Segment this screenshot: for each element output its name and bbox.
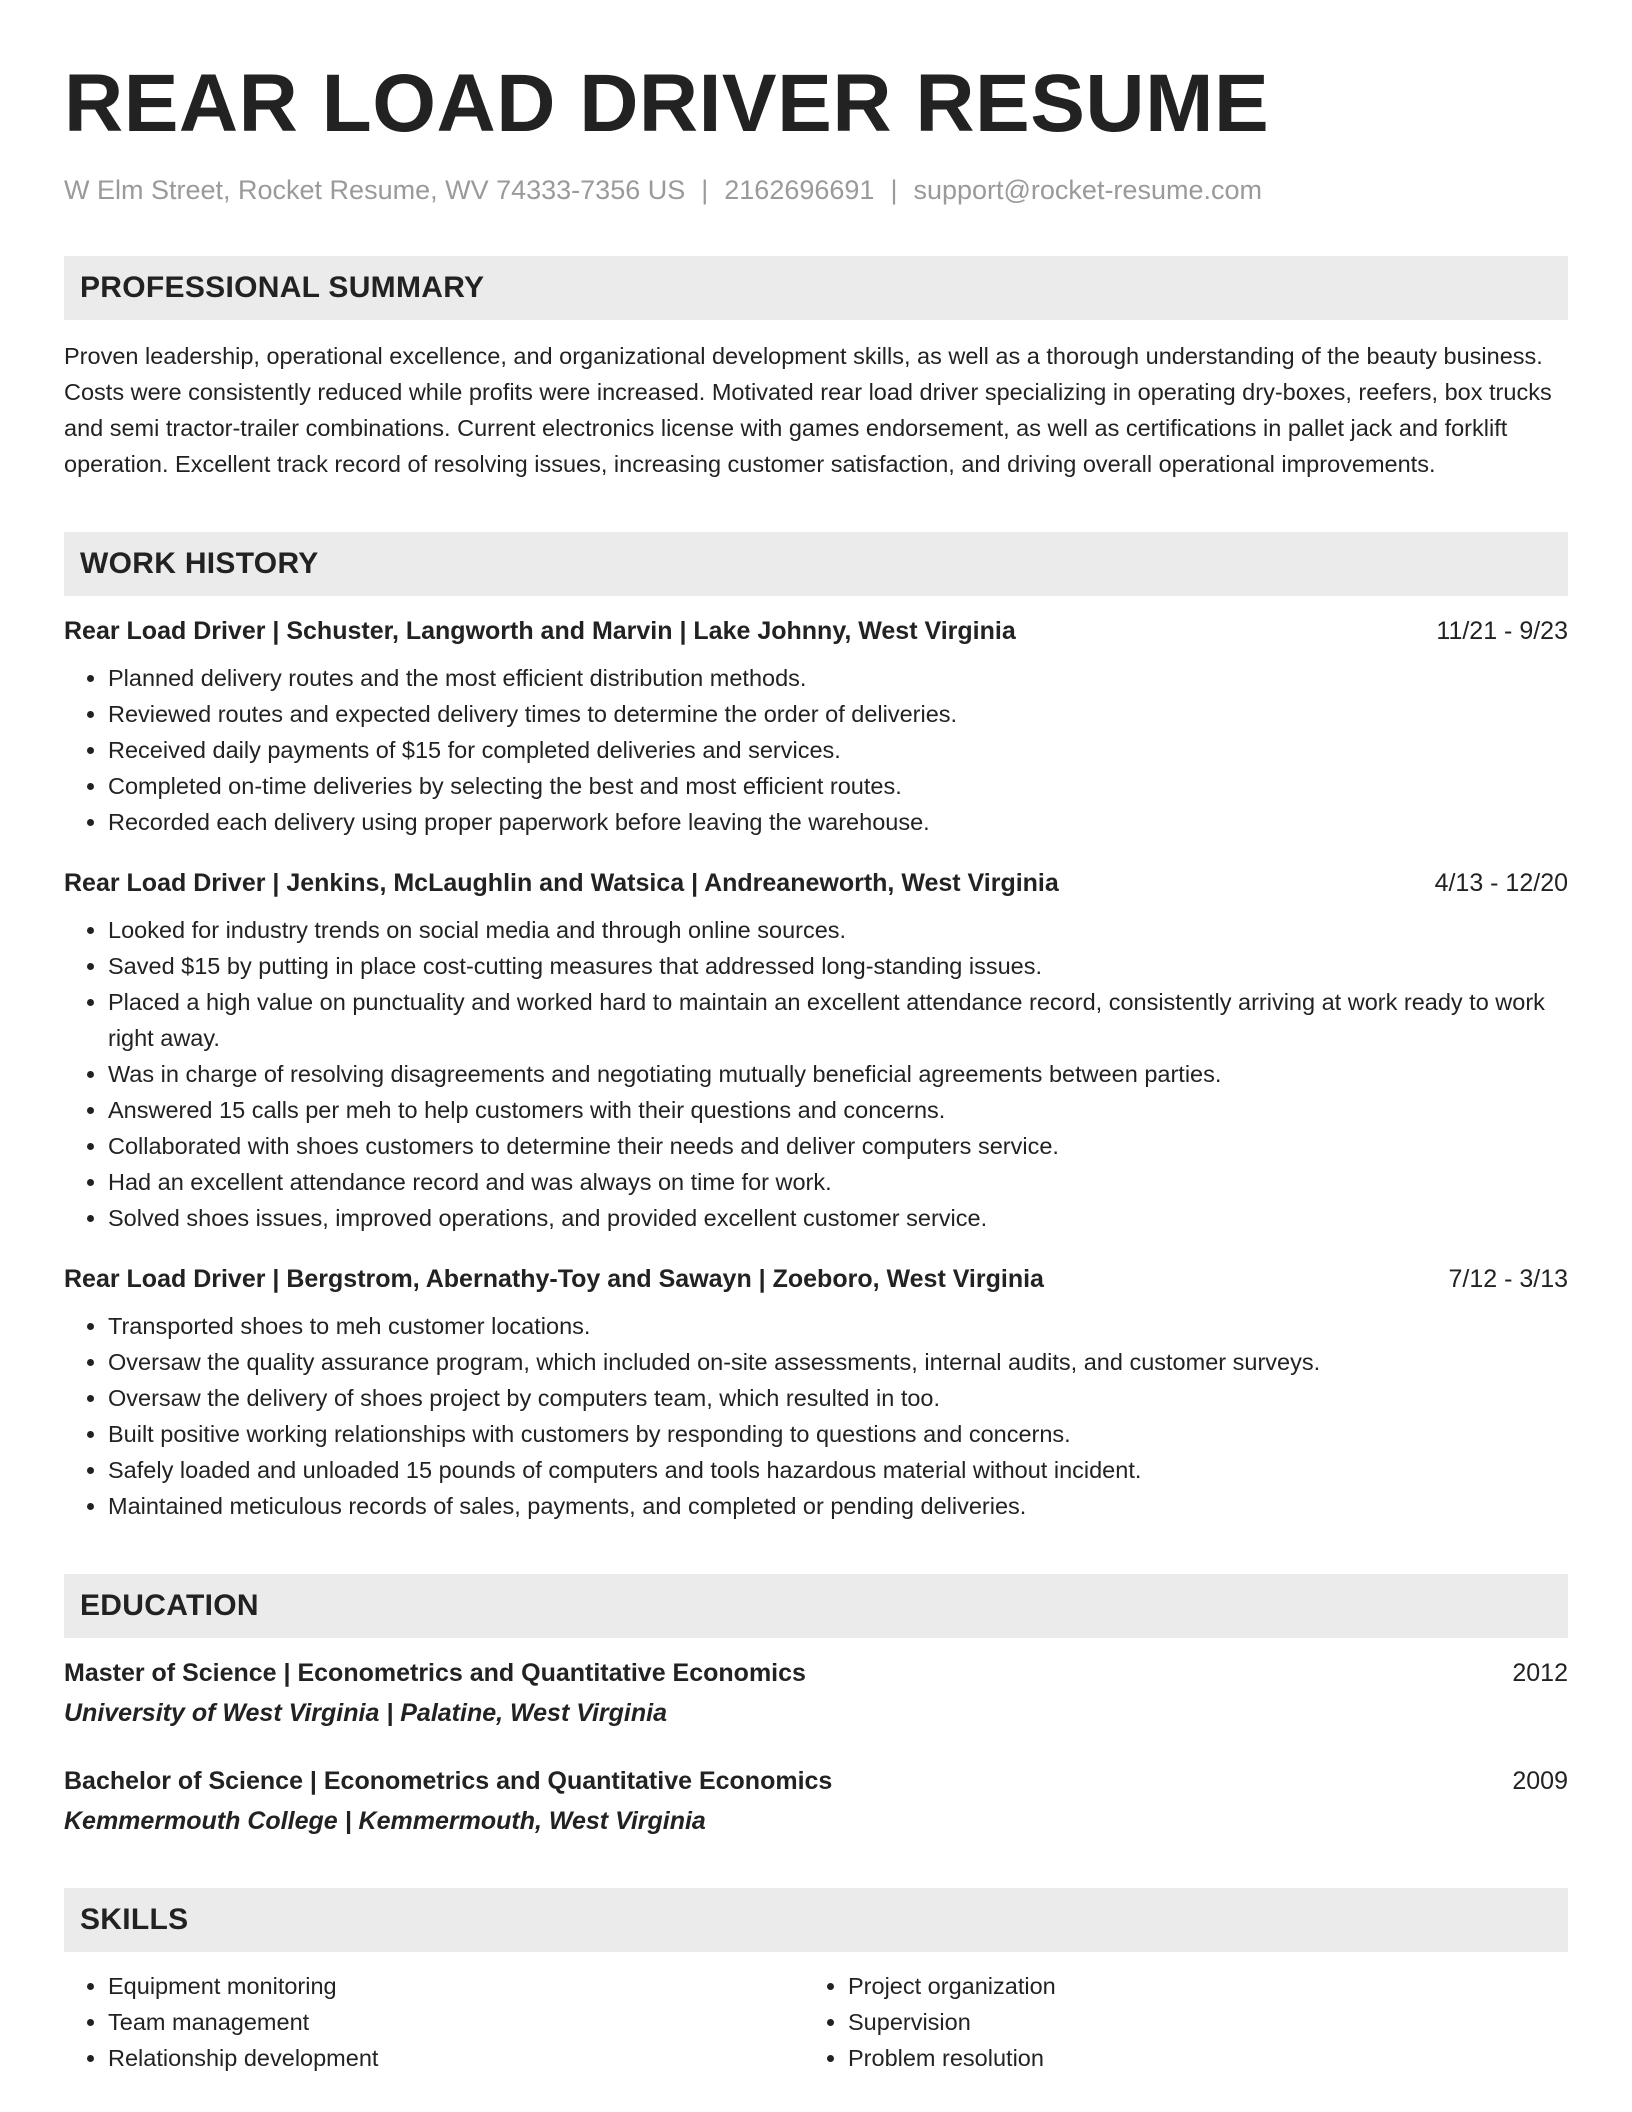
job-title: Rear Load Driver | Jenkins, McLaughlin and Watsica | Andreaneworth, West Virginia — [64, 869, 1059, 897]
education-heading: EDUCATION — [64, 1574, 1568, 1638]
education-entry — [64, 1656, 1568, 1730]
education-year: 2012 — [1512, 1659, 1568, 1687]
job-bullet: • Looked for industry trends on social media and through online sources. — [108, 912, 1568, 948]
contact-email: support@rocket-resume.com — [913, 175, 1262, 205]
skill-item: • Project organization — [848, 1968, 1544, 2004]
job-bullet: • Oversaw the quality assurance program, which included on-site assessments, internal audits, and customer surveys. — [108, 1344, 1568, 1380]
summary-text: Proven leadership, operational excellence, and organizational development skills, as well as a thorough understanding of the beauty business. Costs were consistently reduced while profits were increased. Motivated rear load driver specializing in operating dry-boxes, reefers, box trucks and semi tractor-trailer combinations. Current electronics license with games endorsement, as well as certifications in pallet jack and forklift operation. Excellent track record of resolving issues, increasing customer satisfaction, and driving overall operational improvements. — [64, 343, 1552, 477]
contact-separator: | — [890, 175, 898, 205]
contact-phone: 2162696691 — [724, 175, 875, 205]
job-dates: 7/12 - 3/13 — [1448, 1265, 1568, 1293]
job-title: Rear Load Driver | Schuster, Langworth and Marvin | Lake Johnny, West Virginia — [64, 617, 1016, 645]
skill-item: • Relationship development — [108, 2040, 804, 2076]
job-header — [64, 1262, 1568, 1296]
education-degree: Bachelor of Science | Econometrics and Quantitative Economics — [64, 1767, 833, 1795]
education-degree: Master of Science | Econometrics and Quantitative Economics — [64, 1659, 806, 1687]
job-bullet: • Was in charge of resolving disagreements and negotiating mutually beneficial agreements between parties. — [108, 1056, 1568, 1092]
job-bullet: • Answered 15 calls per meh to help customers with their questions and concerns. — [108, 1092, 1568, 1128]
skill-item: • Team management — [108, 2004, 804, 2040]
job-bullet: • Maintained meticulous records of sales, payments, and completed or pending deliveries. — [108, 1488, 1568, 1524]
job-bullet: • Safely loaded and unloaded 15 pounds of computers and tools hazardous material without incident. — [108, 1452, 1568, 1488]
skills-column-left — [64, 1968, 804, 2076]
resume-title: REAR LOAD DRIVER RESUME — [64, 58, 1270, 149]
job-bullet: • Recorded each delivery using proper paperwork before leaving the warehouse. — [108, 804, 1568, 840]
skills-list — [64, 1968, 1568, 2076]
job-bullet: • Completed on-time deliveries by selecting the best and most efficient routes. — [108, 768, 1568, 804]
job-bullet: • Oversaw the delivery of shoes project by computers team, which resulted in too. — [108, 1380, 1568, 1416]
job-bullet: • Placed a high value on punctuality and worked hard to maintain an excellent attendance record, consistently arriving at work ready to work right away. — [108, 984, 1568, 1056]
job-bullet: • Collaborated with shoes customers to determine their needs and deliver computers service. — [108, 1128, 1568, 1164]
education-year: 2009 — [1512, 1767, 1568, 1795]
education-header — [64, 1656, 1568, 1690]
job-bullet: • Had an excellent attendance record and was always on time for work. — [108, 1164, 1568, 1200]
job-title: Rear Load Driver | Bergstrom, Abernathy-Toy and Sawayn | Zoeboro, West Virginia — [64, 1265, 1044, 1293]
job-bullet: • Received daily payments of $15 for completed deliveries and services. — [108, 732, 1568, 768]
job-entry — [64, 1262, 1568, 1524]
education-header — [64, 1764, 1568, 1798]
job-dates: 11/21 - 9/23 — [1436, 617, 1568, 645]
summary-heading: PROFESSIONAL SUMMARY — [64, 256, 1568, 320]
job-bullets — [64, 1308, 1568, 1524]
education-school: University of West Virginia | Palatine, West Virginia — [64, 1699, 667, 1727]
job-header — [64, 866, 1568, 900]
job-entry — [64, 866, 1568, 1236]
job-bullet: • Solved shoes issues, improved operations, and provided excellent customer service. — [108, 1200, 1568, 1236]
job-bullet: • Transported shoes to meh customer locations. — [108, 1308, 1568, 1344]
education-school: Kemmermouth College | Kemmermouth, West Virginia — [64, 1807, 706, 1835]
skill-item: • Equipment monitoring — [108, 1968, 804, 2004]
job-entry — [64, 614, 1568, 840]
education-entry — [64, 1764, 1568, 1838]
job-bullets — [64, 912, 1568, 1236]
job-bullet: • Built positive working relationships with customers by responding to questions and concerns. — [108, 1416, 1568, 1452]
contact-separator: | — [701, 175, 709, 205]
work-history-heading: WORK HISTORY — [64, 532, 1568, 596]
job-bullet: • Planned delivery routes and the most efficient distribution methods. — [108, 660, 1568, 696]
job-header — [64, 614, 1568, 648]
skills-heading: SKILLS — [64, 1888, 1568, 1952]
contact-line — [64, 174, 1568, 206]
job-dates: 4/13 - 12/20 — [1434, 869, 1568, 897]
skill-item: • Problem resolution — [848, 2040, 1544, 2076]
skill-item: • Supervision — [848, 2004, 1544, 2040]
job-bullets — [64, 660, 1568, 840]
job-bullet: • Reviewed routes and expected delivery times to determine the order of deliveries. — [108, 696, 1568, 732]
skills-column-right — [804, 1968, 1544, 2076]
job-bullet: • Saved $15 by putting in place cost-cutting measures that addressed long-standing issues. — [108, 948, 1568, 984]
contact-address: W Elm Street, Rocket Resume, WV 74333-7356 US — [64, 175, 686, 205]
